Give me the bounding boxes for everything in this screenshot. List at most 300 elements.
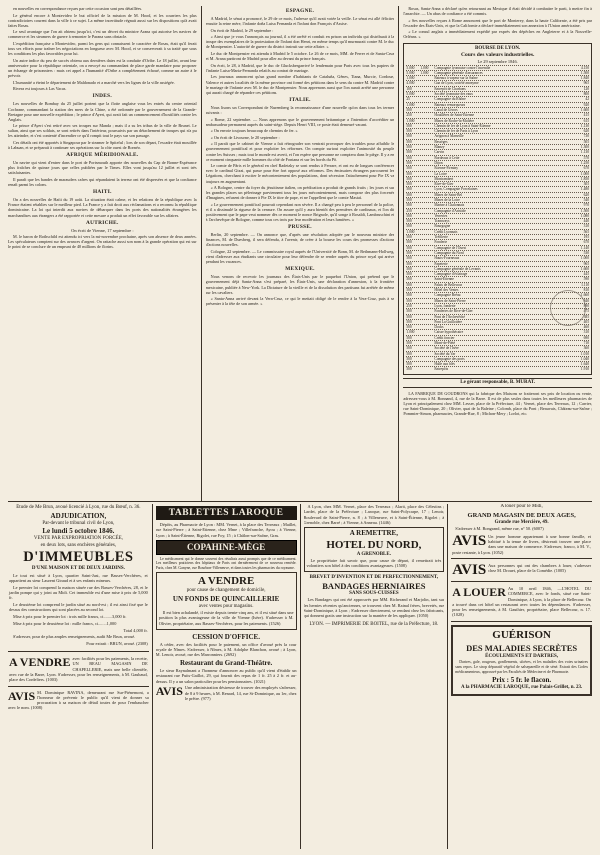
- bourse-cell: 1.130: [580, 150, 590, 155]
- bourse-row: [406, 276, 589, 281]
- prix-flacon: Prix : 5 fr. le flacon.: [492, 676, 552, 685]
- bourse-cell: 500: [406, 182, 412, 187]
- magasin-title: GRAND MAGASIN DE DEUX AGES,: [467, 511, 576, 519]
- bourse-cell: 615: [583, 118, 590, 123]
- bourse-cell: [420, 246, 434, 250]
- bourse-cell: Houillères de Saint-Étienne: [434, 113, 475, 118]
- avis-text: Une administration désireuse de trouver des employés s'adresser, de 8 à 9 heures, à M. Renard, 14, rue St-Dominique, au 1er, chez le prêtre. (977): [184, 685, 297, 701]
- bourse-cell: 1.600: [580, 107, 590, 112]
- bourse-row: [406, 239, 589, 244]
- prix-total: Total 4,000 fr.: [123, 627, 148, 633]
- bourse-row: [406, 133, 589, 138]
- bourse-cell: 195: [583, 235, 590, 240]
- bourse-cell: [420, 288, 434, 292]
- vendre-chapellerie-ad: [8, 655, 149, 686]
- bourse-cell: 970: [583, 203, 590, 208]
- bourse-cell: Lyon, Compagnie Porcelaines: [434, 187, 478, 192]
- bourse-row: [406, 245, 589, 250]
- bourse-cell: 1.010: [580, 351, 590, 356]
- column-divider: [152, 504, 153, 849]
- bourse-cell: Entrepôt de Charbons: [434, 86, 466, 91]
- avis-text: Aux personnes qui ont des chambres à louer, s'adresser chez M. Drouet, place de la Comédie. (1005): [488, 562, 591, 574]
- bourse-cell: [420, 92, 434, 96]
- bourse-row: [406, 213, 589, 218]
- heading-espagne: ESPAGNE.: [285, 8, 315, 14]
- bourse-cell: 1.000: [406, 76, 415, 81]
- paragraph: « Rome, 22 septembre. — Nous apprenons que le gouvernement britannique a l'intention d'accréditer un ambassadeur permanent auprès du saint-siège. Depuis Henri VIII, ce poste était demeuré vacant.: [205, 116, 395, 127]
- lots-line: en deux lots, sans enchères générales,: [40, 542, 117, 548]
- advertisements-section: [8, 504, 592, 849]
- column-divider: [300, 504, 301, 849]
- paragraph: « Santa-Anna arrivé devant la Vera-Cruz, ce qui le mettait obligé de le rendre à la Vera-Cruz, puis à se présenter à la tête de son armée. »: [205, 296, 395, 307]
- column-3: [403, 6, 592, 501]
- bourse-cell: [420, 224, 434, 228]
- column-divider: [201, 6, 202, 501]
- bandages-subline: SANS SOUS-CUISSES: [349, 590, 399, 596]
- bourse-cell: Compagnie générale de Levants: [434, 266, 481, 271]
- bourse-cell: 1.000: [406, 118, 415, 123]
- bourse-cell: [420, 203, 434, 207]
- bourse-row: [406, 255, 589, 260]
- bourse-cell: 500: [406, 155, 412, 160]
- bourse-cell: Chemin de fer de Lyon à Saint-Étienne: [434, 123, 491, 128]
- bourse-cell: 965: [583, 81, 590, 86]
- bourse-cell: Bordeaux à Cette: [434, 155, 460, 160]
- bourse-cell: Marine à Chalonnais: [434, 203, 465, 208]
- paragraph: On écrit, le 28, à Madrid, que le duc de Glucksbergarrivé le lendemain pour Paris avec tous les papiers de l'infante Luisa-Maria-Fernanda relatifs au contrat de mariage.: [205, 62, 395, 73]
- bourse-cell: 500: [406, 261, 412, 266]
- bourse-cell: 1.600: [580, 266, 590, 271]
- paragraph: Les journaux annoncent qu'un grand nombre d'habitants de Cataluña, Gênes, Tiana, Murcie, Cordoue, Valence et autres localités de la même province ont formé des pétitions dans le sens du contre M. Madrid contre le mariage de l'infante avec M. le duc de Montpensier. Nous apprenons aussi que l'on aurait arrêté une personne qui aurait chargé de répandre ces pétitions.: [205, 74, 395, 95]
- bourse-cell: Pont La Guillotière: [434, 319, 463, 324]
- a-vendre-heading: A VENDRE: [197, 575, 255, 588]
- bourse-cell: 1.850: [580, 176, 590, 181]
- bourse-cell: [420, 124, 434, 128]
- bourse-row: [406, 192, 589, 197]
- avis-title: AVIS: [8, 688, 36, 703]
- bourse-cell: [420, 240, 434, 244]
- avis-jeune-homme: [451, 533, 592, 559]
- bourse-cell: 1.500: [580, 70, 590, 75]
- bourse-row: [406, 366, 589, 371]
- paragraph: Le général encore à Montevideo le but officiel de la mission de M. Hood, et les courriers les plus contradictoires courent dans la ville à ce sujet. La même incertitude régnait aussi sur les dispositions qu'à avait faites Rosas.: [8, 12, 197, 28]
- bourse-cell: 1.910: [580, 367, 590, 372]
- bourse-cell: 1.080: [580, 213, 590, 218]
- bourse-cell: 1.000: [580, 171, 590, 176]
- bourse-cell: [420, 198, 434, 202]
- bourse-row: [406, 335, 589, 340]
- bourse-cell: 415: [583, 113, 590, 118]
- avis-text: M. Dominique RAVINA, demeurant rue Sur-Piénemont, a l'honneur de prévenir le public qu'il vient de donner sa procuration à sa maison de détail toutes de pour l'embaucher avec le nom. (1008): [8, 689, 149, 711]
- paragraph: Le duc de Montpensier est attendu à Madrid le 5 octobre. Le 26 de ce mois, MM. de Ferrer et de Santa-Cruz et M. Arana partiront de Madrid pour aller au devant du prince français.: [205, 51, 395, 62]
- avis-title: AVIS: [452, 561, 487, 578]
- prix-lot-1: Mise à prix pour le premier lot : trois mille francs, ci........3,000 fr.: [13, 614, 127, 620]
- immeubles-title: D'IMMEUBLES: [23, 549, 134, 565]
- remettre-title: A REMETTRE,: [349, 528, 398, 537]
- bourse-cell: Crédit Lyonnais: [434, 229, 458, 234]
- paragraph: Rivera est toujours à Las Vacas.: [13, 86, 67, 92]
- fonds-text: Il est bien achalandé, il existe depuis trente-cinq ans, et il est situé dans une position la plus avantageuse de la ville de Vienne (Isère). S'adresser à M. Olivier, propriétaire, aux Basses-Verchères, pour les paiements. (1526): [158, 610, 294, 626]
- bourse-cell: 405: [583, 319, 590, 324]
- heading-indes: INDES.: [92, 93, 112, 100]
- bourse-cell: 505: [583, 139, 590, 144]
- bourse-row: [406, 329, 589, 334]
- bourse-cell: 500: [406, 129, 412, 134]
- bourse-cell: 500: [406, 213, 412, 218]
- bourse-cell: 100: [406, 86, 412, 91]
- bourse-cell: [420, 251, 434, 255]
- bourse-cell: 440: [583, 219, 590, 224]
- bourse-cell: Compagnie des ports: [434, 356, 465, 361]
- depots-text: A Lyon, chez MM. Vernet, place des Terreaux ; Alarit, place des Célestins ; Lardet, place de la Préfecture ; Laroque, rue Saint-Polycarpe, 17 ; Lenoir, Boulevard de Saint-Pierre, n. 8 ; à Villeneuve, et à Saint-Étienne, Rigolet ; à Grenoble, chez Barré ; à Vienne, à Anneau. (1446): [303, 504, 445, 525]
- bourse-cell: 500: [406, 319, 412, 324]
- sale-date: Le lundi 5 octobre 1846.: [42, 527, 115, 535]
- bourse-cell: 540: [583, 197, 590, 202]
- bourse-cell: Montrambert: [434, 176, 454, 181]
- bourse-cell: 1.110: [581, 282, 590, 287]
- bourse-cell: Saint-Étienne: [434, 277, 454, 282]
- bourse-cell: 500: [406, 356, 412, 361]
- bourse-title: BOURSE DE LYON.: [475, 45, 521, 51]
- a-vendre-title: A VENDRE: [9, 655, 71, 670]
- bourse-cell: 1.500: [580, 208, 590, 213]
- bourse-cell: 500: [406, 235, 412, 240]
- bourse-cell: 120: [583, 86, 590, 91]
- paragraph: Le premier lot comprend la maison située rue des Basses-Verchères, 28, et le jardin pompe qui y joint au Midi. Cet immeuble est d'une mise à prix de 5,000 fr.: [9, 584, 148, 601]
- bourse-cell: 1.840: [580, 76, 590, 81]
- bourse-cell: [420, 341, 434, 345]
- bourse-cell: 500: [406, 171, 412, 176]
- ad-column-1: [8, 504, 149, 849]
- bourse-cell: [420, 293, 434, 297]
- guerison-ad: [451, 625, 592, 696]
- bourse-cell: 1.000: [420, 65, 429, 70]
- bourse-cell: 530: [583, 250, 590, 255]
- bourse-cell: 500: [406, 362, 412, 367]
- ad-column-3: [304, 504, 445, 849]
- bourse-cell: Carvin: [434, 150, 445, 155]
- bourse-row: [406, 218, 589, 223]
- guerison-title: GUÉRISON: [492, 628, 551, 641]
- bourse-cell: Mont-de-Piété: [434, 341, 456, 345]
- bourse-cell: 1.640: [580, 362, 590, 367]
- section-divider: [8, 501, 592, 502]
- paragraph: L'expédition française a Montevideo, parmi les gens qui connaissent le caractère de Rosas, était qu'il ferait tous ses efforts pour traîner les négociations en longueur avec M. Hood, et se conserverait à sa traité que sous les conditions les plus favorables pour lui.: [8, 41, 197, 57]
- adjudication-ad: [8, 504, 149, 652]
- column-divider: [447, 504, 448, 849]
- a-louer-title: A LOUER: [452, 584, 506, 599]
- column-divider: [398, 6, 399, 501]
- bourse-cell: [420, 209, 434, 213]
- tablettes-laroque-banner: TABLETTES LAROQUE: [156, 506, 297, 520]
- bourse-cell: [420, 315, 434, 319]
- bourse-cell: 500: [406, 325, 412, 330]
- paragraph: Le prince d'Ayeri s'est retiré avec ses troupes sur Manda ; mais il a su les tribus de la ville de Brunei. Le sultan, ainsi que ses soldats, se sont retirés dans l'intérieur, poursuivis par un détachement de troupes qui n'a pu les atteindre, et s'est contenté d'incendier ce qu'il rompit tout le pays sur son passage.: [8, 123, 197, 139]
- bourse-cell: [420, 97, 434, 101]
- bourse-cell: [420, 219, 434, 223]
- bourse-cell: [420, 299, 434, 303]
- bourse-cell: Papeterie: [434, 261, 448, 266]
- bourse-row: [406, 65, 589, 70]
- bourse-cell: Compagnie de l'Ouest: [434, 245, 467, 250]
- bandages-title: BANDAGES HERNIAIRES: [322, 580, 426, 591]
- bourse-cell: 500: [406, 256, 412, 261]
- bourse-cell: 1.000: [406, 229, 415, 234]
- bourse-cell: [420, 172, 434, 176]
- bourse-cell: 670: [583, 240, 590, 245]
- prix-lot-2: Mise à prix pour le deuxième lot : mille francs, ci........1,000: [13, 620, 117, 626]
- bourse-cell: [420, 346, 434, 350]
- bourse-cell: [420, 145, 434, 149]
- bourse-row: [406, 340, 589, 345]
- bourse-cell: 310: [583, 224, 590, 229]
- bourse-row: [406, 91, 589, 96]
- bourse-cell: 500: [406, 240, 412, 245]
- paragraph: LA FABRIQUE DE GOUDRONS qui la fabrique des Maisons se fraiteront ses prix de location ou vente, adressez-vous à M. Bonnand, 4, rue de la Barre. Il est de plus seules dans toutes les meilleures pharmacies de Lyon et principalement chez MM. Lesser, place de la Préfecture, 44 ; Vernet, place des Terreaux, 12 ; Carrier, rue Saint-Dominique, 20 ; Olivier, quai de la Baleine ; Colomb, place du Pont ; Beauvais, Château-sur-Saône ; Pommier-Simon, pharmacies, Grande-Rue, 8 ; Michon-Mery ; Lorlot, etc.: [403, 390, 593, 417]
- signature-brun: Pour extrait : BRUN, avoué. (2308): [86, 641, 148, 647]
- bourse-cell: 310: [583, 330, 590, 335]
- bourse-cell: [420, 166, 434, 170]
- avis-title: AVIS: [155, 684, 183, 699]
- bourse-cell: 1.480: [580, 187, 590, 192]
- paragraph: Le seul avantage que l'on ait obtenu jusqu'ici, c'est un décret du ministre Arana qui autorise les navires de commerce et les steamers de guerre à remonter le Parana sans obstacle.: [8, 29, 197, 40]
- bourse-cell: 500: [406, 346, 412, 351]
- vente-line: VENTE PAR EXPROPRIATION FORCÉE,: [33, 536, 123, 541]
- bourse-cell: [420, 81, 434, 85]
- bourse-cell: 305: [583, 182, 590, 187]
- bourse-cell: Bateaux à vapeur sur la Saône: [434, 76, 478, 81]
- bourse-cell: 500: [406, 277, 412, 282]
- bourse-row: [406, 80, 589, 85]
- maison-line: D'UNE MAISON ET DE DEUX JARDINS.: [31, 566, 125, 571]
- bourse-cell: [420, 161, 434, 165]
- bourse-row: [406, 223, 589, 228]
- paragraph: On écrit de Madrid, le 29 septembre :: [210, 27, 274, 33]
- bourse-row: [406, 123, 589, 128]
- bourse-cell: 1.140: [580, 245, 590, 250]
- bourse-cell: Crédit foncier: [434, 335, 455, 340]
- bourse-cell: Compagnie d'éclairage: [434, 272, 468, 277]
- bourse-cell: 500: [406, 298, 412, 303]
- bourse-cell: Société de l'Isère: [434, 346, 459, 351]
- bourse-row: [406, 176, 589, 181]
- ad-column-2: [156, 504, 297, 849]
- bourse-cell: Verreries: [434, 213, 448, 218]
- bourse-cell: 360: [583, 346, 590, 351]
- bourse-row: [406, 149, 589, 154]
- paragraph: « Ainsi que je vous l'annonçais au journal, il a été arrêté et conduit en prison un individu qui distribuait à la troupe des exemplaires de la protestation de l'infant don Henri, en même temps qu'il murmurait contre M. le duc de Montpensier. L'autorité de guerre du district instruit sur cette affaire. »: [205, 34, 395, 50]
- paragraph: Ces détails ont été apportés à Singapour par le steamer le Spiteful ; lors de son départ, l'escadre était mouillée à Labuan, et se préparait à continuer ses opérations sur la côte ouest de Bornéo.: [8, 140, 197, 151]
- bourse-cell: 500: [406, 176, 412, 181]
- bourse-cell: [420, 87, 434, 91]
- bourse-cell: Pont de l'Archevêché: [434, 314, 465, 319]
- bourse-cell: Société lyonnaise des eaux: [434, 92, 473, 97]
- bourse-cell: 250: [406, 113, 412, 118]
- bourse-cell: [420, 330, 434, 334]
- bourse-cell: [420, 304, 434, 308]
- bourse-cell: Mines de la Loire: [434, 197, 460, 202]
- bourse-cell: Docks: [434, 325, 444, 330]
- fonds-title: UN FONDS DE QUINCAILLERIE: [172, 594, 280, 603]
- bourse-cell: [420, 193, 434, 197]
- bourse-cell: [420, 177, 434, 181]
- bourse-cell: Lyon, fonderie: [434, 303, 456, 308]
- paragraph: en nouvelles en correspondance reçues par cette occasion sont peu détaillées.: [13, 6, 143, 11]
- paragraph: A Madrid, le sénat a prononcé, le 29 de ce mois, l'adresse qu'il avait votée la veille. Le sénat est allé féliciter ensuite la reine mère, l'infante doña Luisa Fernanda et l'infant don François d'Assise.: [205, 16, 395, 27]
- bourse-cell: 690: [583, 335, 590, 340]
- fonds-subline: avec ventes pour magasins.: [198, 603, 254, 609]
- bourse-cell: 500: [406, 335, 412, 340]
- bourse-cell: [420, 187, 434, 191]
- paragraph: On a des nouvelles de Haïti du 19 août. La situation était calme, et les relations de la république avec la France étaient rétablies sur le meilleur pied. La France y a fait droit aux réclamations et a reconnu la république dominicaine. La loi qui interdit aux navires de débarquer dans les ports des nationalités étrangères les marchandises aux étrangers a été rapportée et cette mesure a produit un effet favorable sur les affaires.: [8, 197, 197, 218]
- postage-stamp-seal: ✶: [546, 286, 590, 330]
- avis-title: AVIS: [452, 532, 487, 549]
- bourse-cell: 810: [583, 288, 590, 293]
- paragraph: L'humanité a éteint le département de Maldonado et a marché vers les lignes de la ville assiégée.: [13, 79, 175, 85]
- bourse-cell: Bateaux remorqueurs: [434, 102, 466, 107]
- tribunal-line: Par-devant le tribunal civil de Lyon,: [42, 520, 115, 526]
- bourse-cell: Société du Var: [434, 351, 456, 356]
- bourse-cell: 500: [406, 282, 412, 287]
- bourse-row: [406, 96, 589, 101]
- a-louer-hotel: [451, 585, 592, 622]
- bourse-row: [406, 86, 589, 91]
- paragraph: Le comte de Pâris et le général en chef Radetzky se sont rendus à Ferrare, et ont eu de longues conférences avec le cardinal Gizzi, qui passe pour être fort opposé aux réformes. Des émissaires étrangers parcourent les Légations, cherchant à exciter le mécontentement des populations, dont sécession l'attachement pour Pie IX va toujours en augmentant.: [205, 163, 395, 184]
- brevet-line: BREVET D'INVENTION ET DE PERFECTIONNEMENT,: [309, 575, 439, 581]
- bourse-cell: [420, 272, 434, 276]
- bourse-cell: 500: [406, 309, 412, 314]
- maladies-text: Dartres, gale, rougeurs, gonflements, ulcères, et les maladies des voies urinaires sans repos. Le sirop dépuratif végétal de salsepareille et de séné. Extrait des Codex médicamenteux, approuvé par les Facultés de Médecine et de Pharmacie.: [455, 660, 588, 674]
- bourse-cell: [420, 129, 434, 133]
- bourse-row: [406, 155, 589, 160]
- paragraph: Nous lisons un Correspondant de Nuremberg la reconnaissance d'une nouvelle qu'on dans tous les termes suivants :: [205, 104, 395, 115]
- bourse-row: [406, 112, 589, 117]
- paragraph: « Il paraît que le cabinet de Vienne a fait rétrograder son ventrait provoquer des troubles pour affaiblir le gouvernement pontifical et pour exploiter les réformes. On compte surtout exploiter l'animosité du peuple contre les Suisses ; mais tout le monde est averti, et l'on espère que personne ne comptera dans le piège. Il y a en ce moment cinquante mille hommes du côté de Fontana et sur les bords du Pô.: [205, 141, 395, 162]
- bourse-cell: 570: [583, 155, 590, 160]
- bourse-row: [406, 139, 589, 144]
- bourse-cell: Hôtel des Ventes: [434, 288, 459, 293]
- bourse-cell: 500: [406, 203, 412, 208]
- bourse-cell: [420, 140, 434, 144]
- bourse-cell: 500: [406, 266, 412, 271]
- paragraph: Il paraît que les bandes de marauders cafres qui répandaient la terreur ont été dispersées et que la confiance renaît parmi les colons.: [8, 177, 197, 188]
- copahine-banner: COPAHINE-MÈGE: [156, 540, 297, 555]
- bourse-cell: 1.040: [580, 356, 590, 361]
- bourse-cell: 385: [583, 314, 590, 319]
- bourse-cell: Dijon: [434, 160, 443, 165]
- bourse-cell: Tramways: [434, 219, 450, 224]
- bourse-cell: Caisse hypothécaire: [434, 330, 464, 335]
- a-louer-text: Au 10 avril 1846, —L'HOTEL DU COMMERCE, avec le fonds, situé rue Saint-Dominique, à Lyon, à la place de Bellecour. On a trouvé dans cet hôtel un restaurant avec toutes les dépendances. S'adresser, pour les renseignements, à M. Gauthier, propriétaire, place Bellecour, n. 17. (1028): [452, 585, 591, 618]
- paragraph: Un navire qui vient d'entrer dans le port de Portsmouth apporte des nouvelles du Cap de Bonne-Espérance plus fraîches de quinze jours que celles publiées par le Times. Elles vont jusqu'au 12 juillet et sont très satisfaisantes.: [8, 160, 197, 176]
- bourse-cell: 730: [583, 134, 590, 139]
- bourse-cell: 565: [583, 229, 590, 234]
- bourse-cell: 500: [406, 139, 412, 144]
- bourse-cell: La Loire: [434, 171, 447, 176]
- bourse-cell: 1.250: [580, 160, 590, 165]
- bourse-cell: Halle aux blés: [434, 362, 455, 367]
- bourse-cell: [420, 262, 434, 266]
- bourse-cell: 890: [583, 303, 590, 308]
- bourse-cell: 500: [406, 341, 412, 345]
- column-1: [8, 6, 197, 501]
- bourse-row: [406, 282, 589, 287]
- bourse-row: [406, 266, 589, 271]
- bourse-row: [406, 202, 589, 207]
- paragraph: « Le consul anglais a immédiatement expédié par exprès des dépêches en Angleterre et à la Nouvelle-Orléans. »: [403, 29, 593, 40]
- bourse-cell: Étienne-Firminy: [434, 166, 459, 171]
- bourse-cell: 965: [583, 261, 590, 266]
- heading-haiti: HAITI.: [92, 189, 112, 196]
- bourse-row: [406, 118, 589, 123]
- ad-column-4: [451, 504, 592, 849]
- bourse-cell: 42: [585, 97, 590, 102]
- bourse-cell: Compagnie Bréau: [434, 293, 461, 298]
- paragraph: M. le baron de Rothschild est attendu ici vers la mi-novembre prochaine, après son absence de deux années. Les spéculateurs comptent sur des avances d'argent. On rattache aussi son nom à la grande opération qui est sur le point de se conclure de un emprunt de 40 millions de florins.: [8, 233, 197, 249]
- avis-ravina-ad: [8, 690, 149, 711]
- paragraph: Les nouvelles de Bombay du 25 juillet portent que la flotte anglaise vous les entrés du centre oriental Cochrane, commandant la station des mers de la Chine, a été ordonnée par le gouvernement de la Grande-Bretagne pour une nouvelle expédition ; le prince d'Ayeri, qui avait fait un commencement d'hostilités contre les Anglais.: [8, 101, 197, 122]
- bourse-cell: 500: [406, 192, 412, 197]
- bourse-cell: Avignon à Marseille: [434, 134, 464, 139]
- bourse-cell: [420, 134, 434, 138]
- paragraph: « A Bologne, centre du foyer du jésuitisme italien, on prédication a produit de grands fruits ; les jours et sur les grandes places un pèlerinage parviennent tous les jours mécontentement, mais compose des plus forcenés d'Imagines, refusent de donner à Pie IX le titre de pape, et ne l'appellent que le comte Mastaï.: [205, 185, 395, 201]
- bourse-cell: 250: [406, 208, 412, 213]
- bourse-cell: 500: [406, 250, 412, 255]
- bourse-cell: 500: [406, 245, 412, 250]
- bourse-cell: Rive-de-Gier: [434, 182, 454, 187]
- bourse-cell: [420, 256, 434, 260]
- bourse-cell: [420, 309, 434, 313]
- bourse-row: [406, 75, 589, 80]
- adresser-line: S'adresser, pour de plus amples renseignements, audit Me Brun, avoué.: [13, 634, 136, 640]
- bourse-cell: 25: [406, 97, 410, 102]
- bourse-cell: [420, 119, 434, 123]
- paragraph: Cologne, 22 septembre. — Le commissaire royal auprès de l'Université de Bonn, M. de Bethmann-Hollweg, vient d'adresser aux étudiants une circulaire pour leur défendre de se rendre auprès du prince royal qui arrive pendant les vacances.: [205, 249, 395, 265]
- bourse-cell: 500: [406, 187, 412, 192]
- bourse-cell: Bessèges: [434, 139, 448, 144]
- bourse-cell: 1.130: [580, 123, 590, 128]
- bourse-cell: [420, 103, 434, 107]
- bourse-cell: 500: [406, 351, 412, 356]
- bourse-row: [406, 345, 589, 350]
- paragraph: « Le gouvernement pontifical pourrait cependant non sévère. Il a changé peu à peu le personnel de la police, et il a dissimulé la rigueur de la censure. On assure qu'il y aura bientôt des premières de cardinaux, et l'on dit positivement que le pape veut nommer dès ce moment le nonce Brignole, qu'il songe à Rosaldi, Lambruschini et à l'archevêque de Bologne, comme tous ces trois par leur modération et leurs lumières. »: [205, 201, 395, 223]
- avis-text: Un jeune homme appartenant à une bonne famille, et habitué à la tenue de livres, désirerait trouver une place dans une maison de commerce. S'adresser, franco, à M. V., poste restante, à Lyon. (1052): [452, 533, 591, 555]
- tablettes-text: Dépôts, au Pharmacie de Lyon : MM. Vernet, à la place des Terreaux ; Maillet, rue Saint-Pierre ; à Saint-Etienne, chez Mme ; Villefranche, Ayou ; à Vienne, Lyon ; à Saint-Étienne, Rigolet, rue Foy, 15 ; à Châlon-sur-Saône, Gras.: [155, 522, 297, 538]
- bourse-row: [406, 361, 589, 366]
- bourse-cell: Compagnie du Nord: [434, 250, 464, 255]
- bourse-cell: [420, 362, 434, 366]
- bourse-row: [406, 107, 589, 112]
- bourse-row: [406, 160, 589, 165]
- hotel-nord-title: HOTEL DU NORD,: [326, 538, 422, 551]
- gerant-line: Le gérant responsable, B. MURAT.: [403, 378, 592, 388]
- restaurant-text: Le sieur Raynalmant a l'honneur d'annoncer au public qu'il vient d'établir un restaurant rue Puits-Gaillot, 29, qui fournit des repas de 1 fr. 25 à 2 fr. et au-dessus. Il y a un salon particulier pour les pensionnaires. (1021): [155, 667, 297, 684]
- bourse-cell: 710: [583, 341, 590, 345]
- bourse-cell: Blanzy: [434, 145, 445, 150]
- bourse-cell: Compagnie lyonnaise contre l'incendie: [434, 65, 491, 70]
- bourse-cell: 1.000: [406, 102, 415, 107]
- cession-text: A céder, avec des facilités pour le paiement, un office d'avoué près la cour royale de Nîmes. S'adresser, à Nîmes, à M. Adolphe Blanchon, avoué ; à Lyon, M. Lenoir, avoué, rue des Marronniers. (2692): [155, 641, 297, 658]
- cession-title: CESSION D'OFFICE.: [192, 632, 260, 641]
- maladies-subline: ÉCOULEMENTS ET DARTRES,: [485, 653, 559, 659]
- pharmacie-address: A la PHARMACIE LAROQUE, rue Palais-Grillet, n. 23.: [461, 685, 583, 691]
- magasin-text: S'adresser à M. Bongrand, même rue, n° 50. (6007): [455, 526, 544, 531]
- paragraph: « Ses nouvelles reçues à Rome annoncent que le port de Monterey, dans la haute Californie, a été pris par l'escadre des États-Unis, et que la Californie a déclaré immédiatement son annexion à l'Union américaine.: [403, 17, 593, 28]
- bourse-row: [406, 70, 589, 75]
- bourse-row: [406, 356, 589, 361]
- bourse-row: [406, 165, 589, 170]
- bourse-cell: Compagnie d'Aristide: [434, 208, 466, 213]
